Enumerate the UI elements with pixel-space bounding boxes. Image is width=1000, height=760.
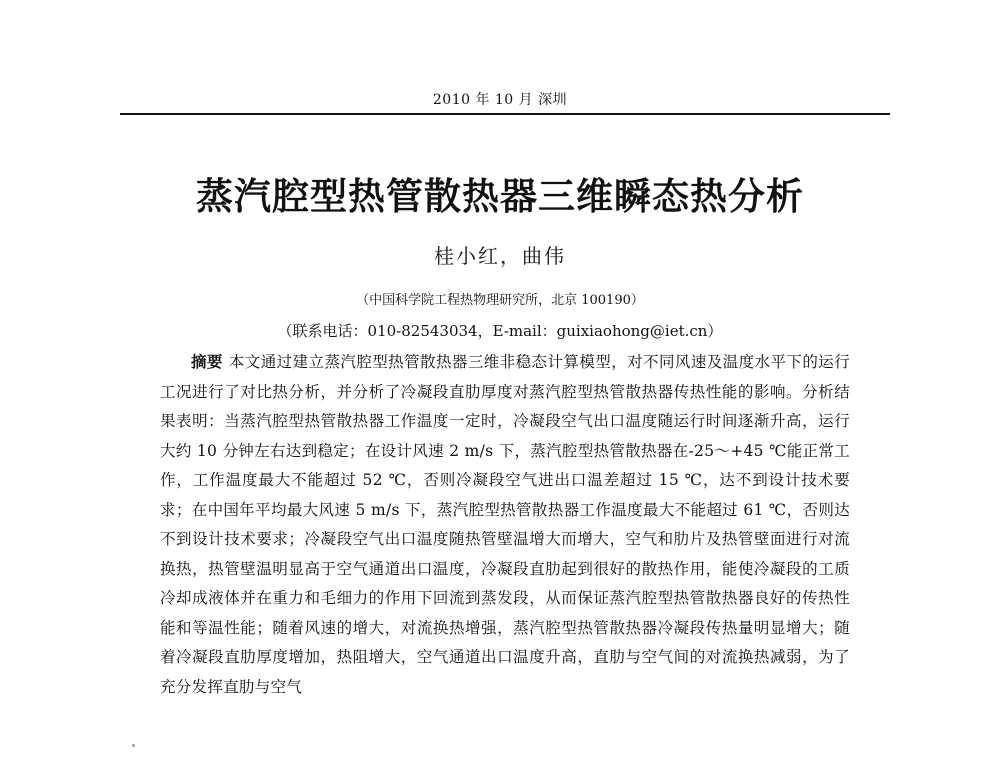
affiliation: （中国科学院工程热物理研究所，北京 100190） bbox=[356, 293, 644, 308]
header-rule bbox=[120, 113, 890, 115]
authors: 桂小红，曲伟 bbox=[434, 244, 566, 268]
abstract-text: 本文通过建立蒸汽腔型热管散热器三维非稳态计算模型，对不同风速及温度水平下的运行工况进行了对比热分析，并分析了冷凝段直肋厚度对蒸汽腔型热管散热器传热性能的影响。分析结果表明：当蒸汽腔型热管散热器工作温度一定时，冷凝段空气出口温度随运行时间逐渐升高，运行大约 10 分钟左右达到稳定；在设计风速 2 m/s 下，蒸汽腔型热管散热器在-25～+45 ℃能正常工作，工作温度最大不能超过 52 ℃，否则冷凝段空气进出口温差超过 15 ℃，达不到设计技术要求；在中国年平均最大风速 5 m/s 下，蒸汽腔型热管散热器工作温度最大不能超过 61 ℃，否则达不到设计技术要求；冷凝段空气出口温度随热管壁温增大而增大，空气和肋片及热管壁面进行对流换热，热管壁温明显高于空气通道出口温度，冷凝段直肋起到很好的散热作用，能使冷凝段的工质冷却成液体并在重力和毛细力的作用下回流到蒸发段，从而保证蒸汽腔型热管散热器良好的传热性能和等温性能；随着风速的增大，对流换热增强，蒸汽腔型热管散热器冷凝段传热量明显增大；随着冷凝段直肋厚度增加，热阻增大，空气通道出口温度升高，直肋与空气间的对流换热减弱，为了充分发挥直肋与空气 bbox=[160, 353, 851, 696]
abstract bbox=[160, 348, 850, 702]
contact-info: （联系电话：010-82543034，E-mail：guixiaohong@iet.cn） bbox=[277, 322, 723, 340]
scan-speck bbox=[132, 744, 135, 747]
abstract-label: 摘要 bbox=[191, 353, 223, 371]
paper-title: 蒸汽腔型热管散热器三维瞬态热分析 bbox=[196, 175, 804, 218]
running-header: 2010 年 10 月 深圳 bbox=[432, 92, 568, 108]
